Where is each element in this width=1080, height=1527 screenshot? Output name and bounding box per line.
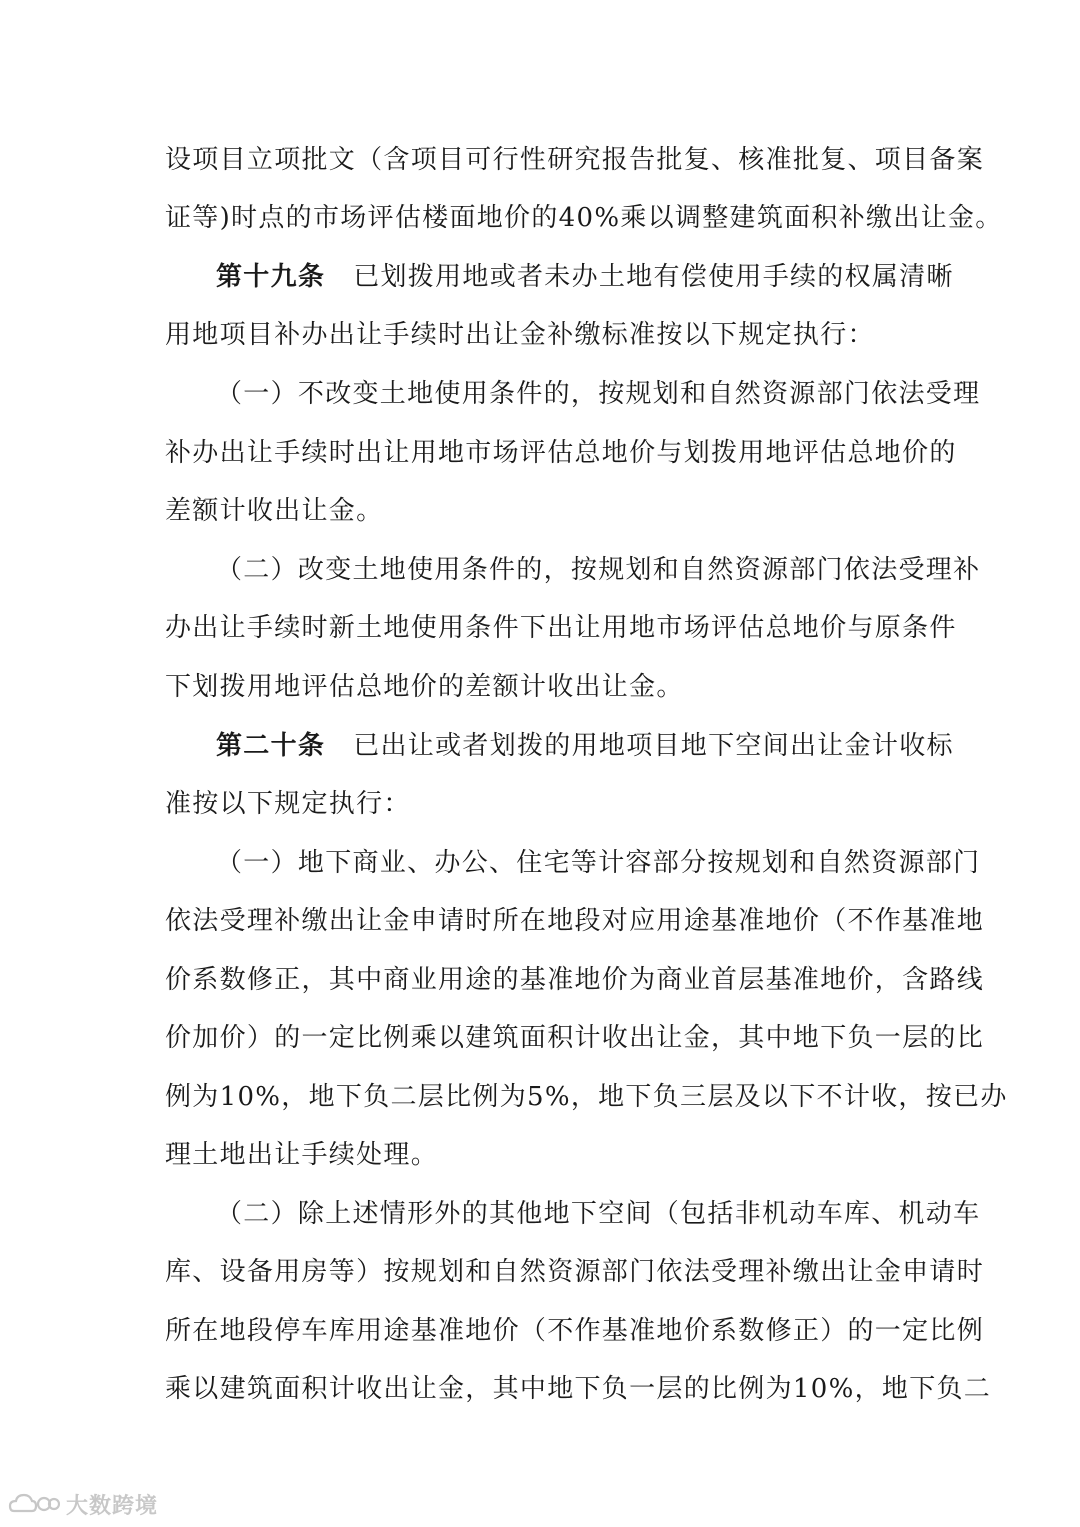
- text-line: 价加价）的一定比例乘以建筑面积计收出让金，其中地下负一层的比: [165, 1023, 985, 1053]
- text-line: （二）改变土地使用条件的，按规划和自然资源部门依法受理补: [216, 555, 981, 585]
- watermark: [8, 1487, 158, 1521]
- article-20-heading: 第二十条: [216, 731, 326, 761]
- text-line: 库、设备用房等）按规划和自然资源部门依法受理补缴出让金申请时: [165, 1257, 985, 1287]
- text-line: 例为10%，地下负二层比例为5%，地下负三层及以下不计收，按已办: [165, 1082, 1008, 1112]
- text-line: 用地项目补办出让手续时出让金补缴标准按以下规定执行：: [165, 320, 875, 350]
- text-line: 下划拨用地评估总地价的差额计收出让金。: [165, 672, 684, 702]
- article-19-line: [216, 257, 976, 297]
- text-line: 依法受理补缴出让金申请时所在地段对应用途基准地价（不作基准地: [165, 906, 985, 936]
- cloud-logo-icon: [8, 1491, 60, 1517]
- text-line: 准按以下规定执行：: [165, 789, 411, 819]
- text-line: 差额计收出让金。: [165, 496, 384, 526]
- text-line: 理土地出让手续处理。: [165, 1140, 439, 1170]
- text-line: 证等)时点的市场评估楼面地价的40%乘以调整建筑面积补缴出让金。: [165, 203, 1003, 233]
- article-20-line: [216, 726, 976, 766]
- text-line: 所在地段停车库用途基准地价（不作基准地价系数修正）的一定比例: [165, 1316, 985, 1346]
- text-line: 价系数修正，其中商业用途的基准地价为商业首层基准地价，含路线: [165, 965, 985, 995]
- text-line: 补办出让手续时出让用地市场评估总地价与划拨用地评估总地价的: [165, 438, 957, 468]
- text-line: （二）除上述情形外的其他地下空间（包括非机动车库、机动车: [216, 1199, 981, 1229]
- text-line: 乘以建筑面积计收出让金，其中地下负一层的比例为10%，地下负二: [165, 1374, 992, 1404]
- article-19-text: 已划拨用地或者未办土地有偿使用手续的权属清晰: [353, 262, 954, 292]
- text-line: （一）地下商业、办公、住宅等计容部分按规划和自然资源部门: [216, 848, 981, 878]
- article-19-heading: 第十九条: [216, 262, 326, 292]
- watermark-text: 大数跨境: [66, 1493, 159, 1519]
- article-20-text: 已出让或者划拨的用地项目地下空间出让金计收标: [353, 731, 954, 761]
- text-line: （一）不改变土地使用条件的，按规划和自然资源部门依法受理: [216, 379, 981, 409]
- text-line: 办出让手续时新土地使用条件下出让用地市场评估总地价与原条件: [165, 613, 957, 643]
- text-line: 设项目立项批文（含项目可行性研究报告批复、核准批复、项目备案: [165, 145, 985, 175]
